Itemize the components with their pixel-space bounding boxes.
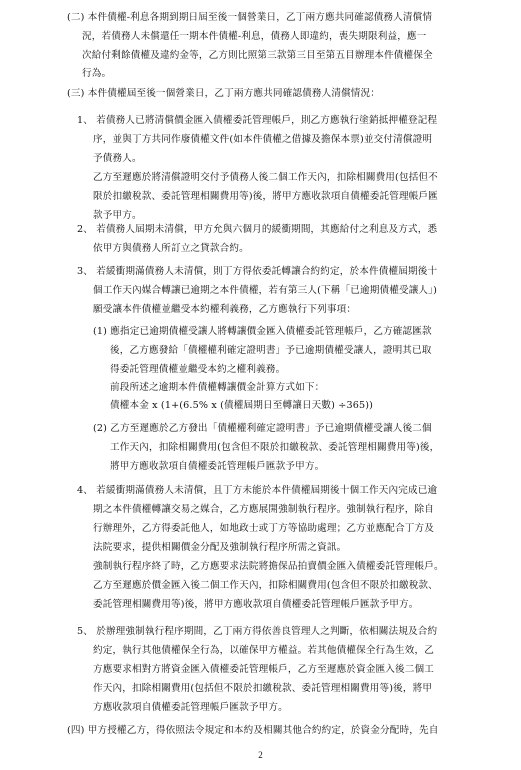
text-line: 方應要求相對方將資金匯入債權委託管理帳戶，乙方至遲應於資金匯入後二個工 (93, 664, 435, 675)
text-line: (三) 本件債權屆至後一個營業日，乙丁兩方應共同確認債務人清償情況： (67, 88, 381, 99)
text-line: 4、 若緩衝期滿債務人未清償，且丁方未能於本件債權屆期後十個工作天內完成已逾 (77, 485, 438, 496)
text-line: 方應收款項自債權委託管理帳戶匯款予甲方。 (93, 702, 288, 713)
text-line: (二) 本件債權-利息各期到期日屆至後一個營業日，乙丁兩方應共同確認債務人清償情 (67, 12, 433, 23)
text-line: 期之本件債權轉讓交易之媒合，乙方應展開強制執行程序。強制執行程序，除自 (93, 504, 435, 515)
text-line: 乙方至遲應於將清償證明交付予債務人後二個工作天內，扣除相關費用(包括但不 (93, 172, 438, 183)
text-line: 法院要求，提供相關價金分配及強制執行程序所需之資訊。 (93, 542, 347, 553)
text-line: (2) 乙方至遲應於乙方發出「債權權利確定證明書」予已逾期債權受讓人後二個 (93, 423, 432, 434)
text-line: 3、 若緩衝期滿債務人未清償，則丁方得依委託轉讓合約約定，於本件債權屆期後十 (77, 266, 438, 277)
text-line: 約定，執行其他債權保全行為，以確保甲方權益。若其他債權保全行為生效，乙 (93, 645, 435, 656)
text-line: 前段所述之逾期本件債權轉讓價金計算方式如下： (110, 382, 325, 393)
text-line: 2、 若債務人屆期未清償，甲方允與六個月的緩衝期間，其應給付之利息及方式，悉 (77, 224, 438, 235)
text-line: 次給付剩餘債權及違約金等，乙方則比照第三款第三目至第五目辦理本件債權保全 (82, 50, 433, 61)
text-line: 個工作天內媒合轉讓已逾期之本件債權，若有第三人(下稱「已逾期債權受讓人」) (93, 285, 438, 296)
text-line: 序，並與丁方共同作廢債權文件(如本件債權之借據及擔保本票)並交付清償證明 (93, 134, 433, 145)
text-line: 5、 於辦理強制執行程序期間，乙丁兩方得依善良管理人之判斷，依相關法規及合約 (77, 626, 438, 637)
text-line: 得委託管理債權並繼受本約之權利義務。 (110, 364, 286, 375)
text-line: (1) 應指定已逾期債權受讓人將轉讓價金匯入債權委託管理帳戶，乙方確認匯款 (93, 326, 432, 337)
text-line: 強制執行程序終了時，乙方應要求法院將擔保品拍賣價金匯入債權委託管理帳戶。 (93, 561, 444, 572)
text-line: 依甲方與債務人所訂立之貸款合約。 (93, 243, 249, 254)
text-line: 願受讓本件債權並繼受本約權利義務，乙方應執行下列事項： (93, 304, 357, 315)
text-line: (四) 甲方授權乙方，得依照法令規定和本約及相關其他合約約定，於資金分配時，先自 (67, 725, 439, 736)
text-line: 乙方至遲應於價金匯入後二個工作天內，扣除相關費用(包含但不限於扣繳稅款、 (93, 580, 438, 591)
page-number: 2 (258, 750, 263, 760)
text-line: 行為。 (82, 68, 112, 79)
text-line: 後，乙方應發給「債權權利確定證明書」予已逾期債權受讓人，證明其已取 (110, 345, 432, 356)
text-line: 委託管理相關費用等)後，將甲方應收款項自債權委託管理帳戶匯款予甲方。 (93, 599, 419, 610)
text-line: 1、 若債務人已將清償價金匯入債權委託管理帳戶，則乙方應執行塗銷抵押權登記程 (77, 115, 438, 126)
text-line: 予債務人。 (93, 153, 142, 164)
text-line: 況，若債務人未償還任一期本件債權-利息，債務人即違約，喪失期限利益，應一 (82, 31, 427, 42)
text-line: 將甲方應收款項自債權委託管理帳戶匯款予甲方。 (110, 461, 325, 472)
text-line: 款予甲方。 (93, 210, 142, 221)
text-line: 行辦理外，乙方得委託他人，如地政士或丁方等協助處理；乙方並應配合丁方及 (93, 523, 435, 534)
text-line: 作天內，扣除相關費用(包括但不限於扣繳稅款、委託管理相關費用等)後，將甲 (93, 683, 433, 694)
text-line: 限於扣繳稅款、委託管理相關費用等)後，將甲方應收款項自債權委託管理帳戶匯 (93, 191, 438, 202)
text-line: 工作天內，扣除相關費用(包含但不限於扣繳稅款、委託管理相關費用等)後， (110, 442, 440, 453)
transfer-price-formula: 債權本金 x (1+(6.5% x (債權屆期日至轉讓日天數) ÷365)) (110, 400, 373, 411)
